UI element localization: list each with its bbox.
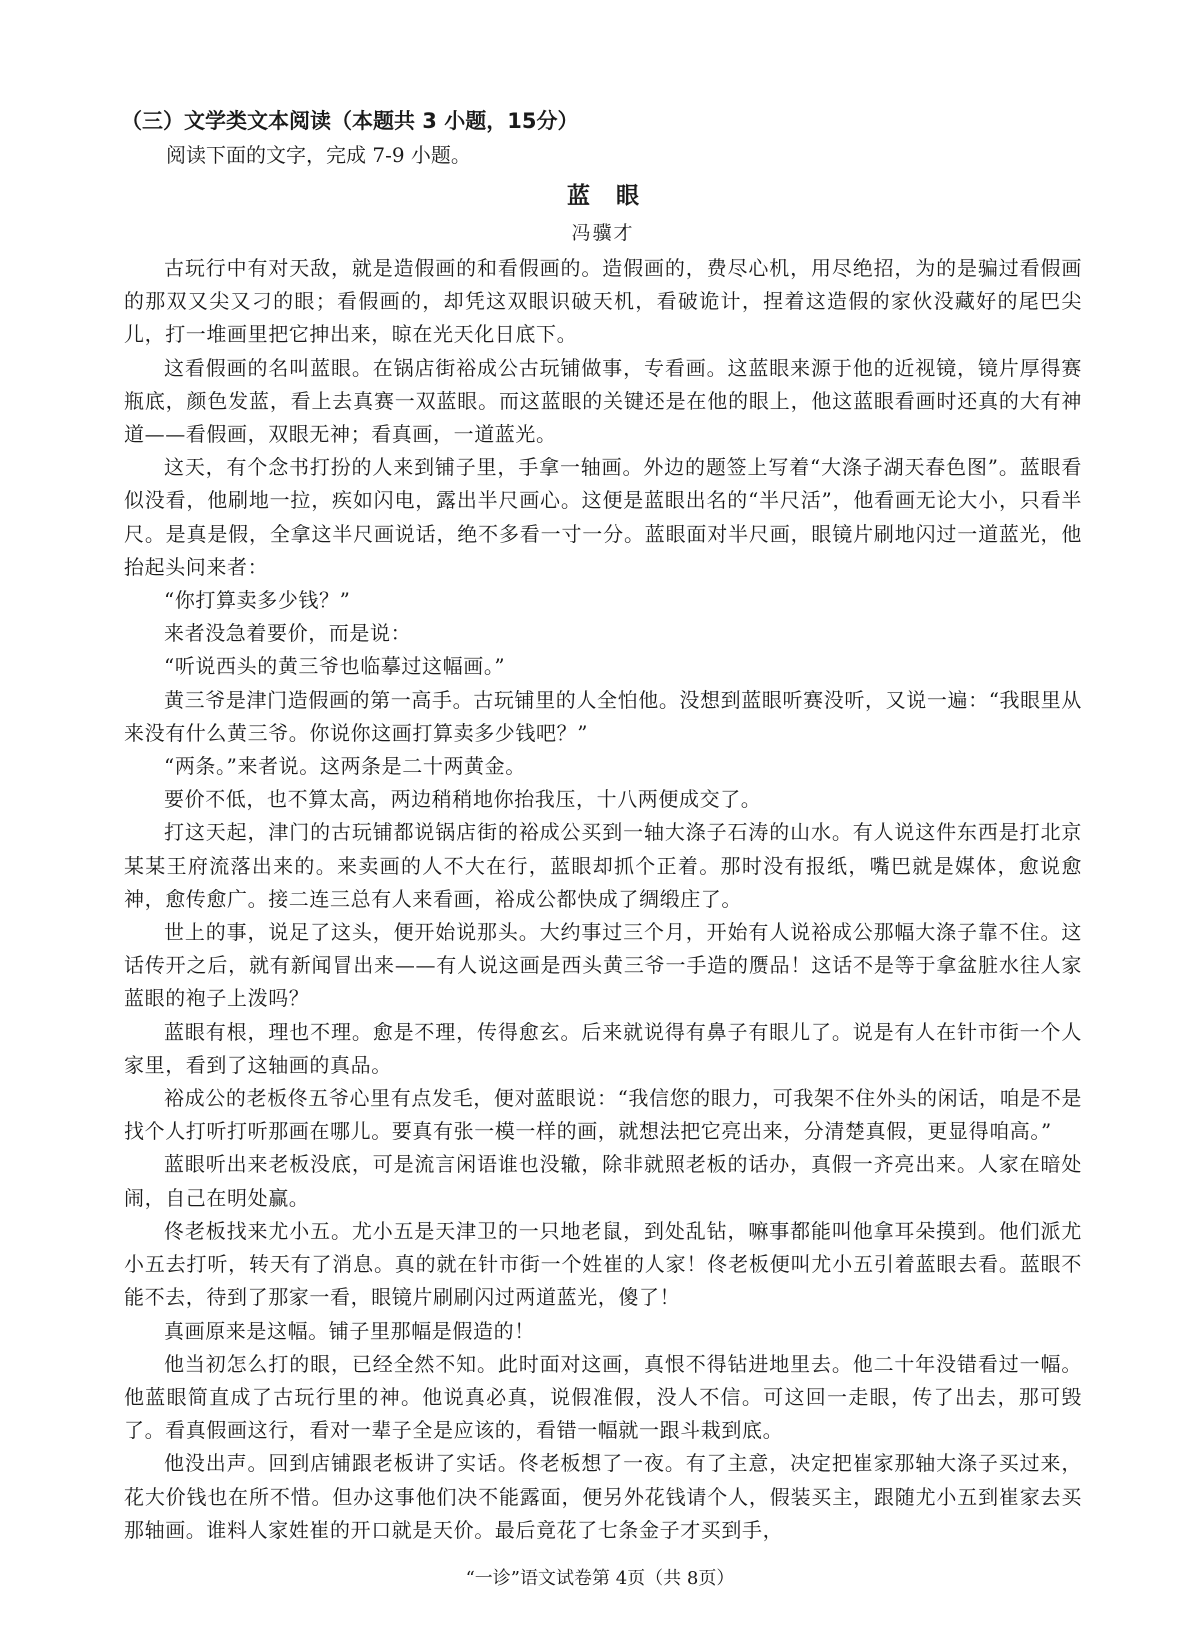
story-paragraph: “你打算卖多少钱？” xyxy=(164,588,351,613)
story-body xyxy=(124,252,1082,1547)
story-paragraph: 蓝眼有根，理也不理。愈是不理，传得愈玄。后来就说得有鼻子有眼儿了。说是有人在针市街一个人家里，看到了这轴画的真品。 xyxy=(124,1019,1082,1077)
story-paragraph: 佟老板找来尤小五。尤小五是天津卫的一只地老鼠，到处乱钻，嘛事都能叫他拿耳朵摸到。他们派尤小五去打听，转天有了消息。真的就在针市街一个姓崔的人家！佟老板便叫尤小五引着蓝眼去看。蓝眼不能不去，待到了那家一看，眼镜片刷刷闪过两道蓝光，傻了！ xyxy=(124,1218,1082,1310)
reading-instruction: 阅读下面的文字，完成 7-9 小题。 xyxy=(166,143,471,167)
story-paragraph: 他没出声。回到店铺跟老板讲了实话。佟老板想了一夜。有了主意，决定把崔家那轴大涤子买过来，花大价钱也在所不惜。但办这事他们决不能露面，便另外花钱请个人，假装买主，跟随尤小五到崔家去买那轴画。谁料人家姓崔的开口就是天价。最后竟花了七条金子才买到手， xyxy=(124,1451,1082,1542)
story-paragraph: “两条。”来者说。这两条是二十两黄金。 xyxy=(164,754,526,779)
story-paragraph: 这天，有个念书打扮的人来到铺子里，手拿一轴画。外边的题签上写着“大涤子湖天春色图”。蓝眼看似没看，他刷地一拉，疾如闪电，露出半尺画心。这便是蓝眼出名的“半尺活”，他看画无论大小，只看半尺。是真是假，全拿这半尺画说话，绝不多看一寸一分。蓝眼面对半尺画，眼镜片刷地闪过一道蓝光，他抬起头问来者： xyxy=(124,455,1082,579)
story-paragraph: 真画原来是这幅。铺子里那幅是假造的！ xyxy=(164,1318,535,1343)
story-paragraph: 来者没急着要价，而是说： xyxy=(164,621,412,646)
story-paragraph: 黄三爷是津门造假画的第一高手。古玩铺里的人全怕他。没想到蓝眼听赛没听，又说一遍：“我眼里从来没有什么黄三爷。你说你这画打算卖多少钱吧？” xyxy=(124,687,1082,745)
section-heading: （三）文学类文本阅读（本题共 3 小题，15分） xyxy=(121,109,579,133)
story-paragraph: 要价不低，也不算太高，两边稍稍地你抬我压，十八两便成交了。 xyxy=(164,787,762,812)
story-title: 蓝眼 xyxy=(567,183,665,209)
story-paragraph: 打这天起，津门的古玩铺都说锅店街的裕成公买到一轴大涤子石涛的山水。有人说这件东西是打北京某某王府流落出来的。来卖画的人不大在行，蓝眼却抓个正着。那时没有报纸，嘴巴就是媒体，愈说愈神，愈传愈广。接二连三总有人来看画，裕成公都快成了绸缎庄了。 xyxy=(124,820,1082,911)
story-paragraph: 世上的事，说足了这头，便开始说那头。大约事过三个月，开始有人说裕成公那幅大涤子靠不住。这话传开之后，就有新闻冒出来——有人说这画是西头黄三爷一手造的赝品！这话不是等于拿盆脏水往人家蓝眼的袍子上泼吗？ xyxy=(124,920,1082,1011)
story-paragraph: 这看假画的名叫蓝眼。在锅店街裕成公古玩铺做事，专看画。这蓝眼来源于他的近视镜，镜片厚得赛瓶底，颜色发蓝，看上去真赛一双蓝眼。而这蓝眼的关键还是在他的眼上，他这蓝眼看画时还真的大有神道——看假画，双眼无神；看真画，一道蓝光。 xyxy=(124,355,1082,447)
page-footer: “一诊”语文试卷第 4页（共 8页） xyxy=(465,1568,735,1589)
story-paragraph: 古玩行中有对天敌，就是造假画的和看假画的。造假画的，费尽心机，用尽绝招，为的是骗过看假画的那双又尖又刁的眼；看假画的，却凭这双眼识破天机，看破诡计，捏着这造假的家伙没藏好的尾巴尖儿，打一堆画里把它抻出来，晾在光天化日底下。 xyxy=(124,256,1082,347)
story-paragraph: 裕成公的老板佟五爷心里有点发毛，便对蓝眼说：“我信您的眼力，可我架不住外头的闲话，咱是不是找个人打听打听那画在哪儿。要真有张一模一样的画，就想法把它亮出来，分清楚真假，更显得咱高。” xyxy=(124,1086,1082,1144)
story-paragraph: 蓝眼听出来老板没底，可是流言闲语谁也没辙，除非就照老板的话办，真假一齐亮出来。人家在暗处闹，自己在明处赢。 xyxy=(124,1152,1082,1210)
story-paragraph: 他当初怎么打的眼，已经全然不知。此时面对这画，真恨不得钻进地里去。他二十年没错看过一幅。他蓝眼简直成了古玩行里的神。他说真必真，说假准假，没人不信。可这回一走眼，传了出去，那可毁了。看真假画这行，看对一辈子全是应该的，看错一幅就一跟斗栽到底。 xyxy=(124,1351,1082,1443)
story-author: 冯骥才 xyxy=(571,222,635,244)
story-paragraph: “听说西头的黄三爷也临摹过这幅画。” xyxy=(164,654,506,679)
